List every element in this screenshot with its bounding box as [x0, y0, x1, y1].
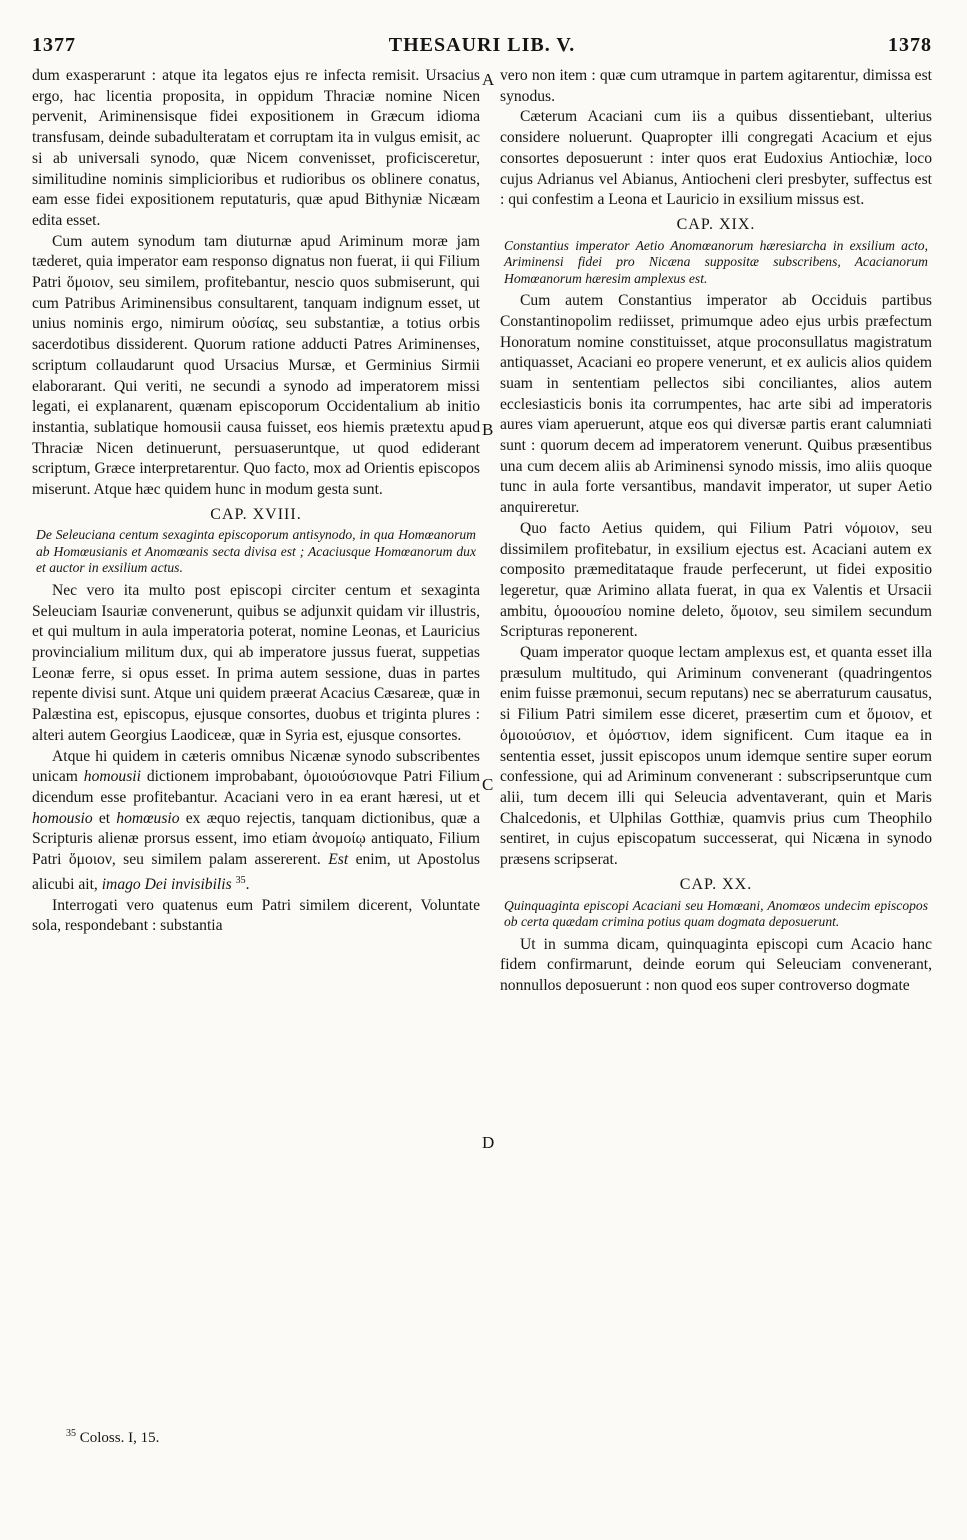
page-number-left: 1377 [32, 34, 76, 56]
page-header [32, 34, 932, 64]
paragraph: vero non item : quæ cum utramque in partem agitarentur, dimissa est synodus. [500, 67, 932, 105]
chapter-summary-19: Constantius imperator Aetio Anomœanorum hæresiarcha in exsilium acto, Ariminensi fidei pro Nicæna suppositæ subscribens, Acacianorum Homœanorum hæresim amplexus est. [504, 237, 928, 286]
margin-letter-c: C [482, 775, 494, 794]
paragraph: Atque hi quidem in cæteris omnibus Nicænæ synodo subscribentes unicam homousii dictionem improbabant, ὁμοιούσιονque Patri Filium dicendum esse profitebantur. Acaciani vero in ea erant hæresi, ut et homousio et homœusio ex æquo rejectis, tanquam dictionibus, quæ a Scripturis alienæ prorsus essent, imo etiam ἀνομοίῳ antiquato, Filium Patri ὅμοιον, seu similem palam assererent. Est enim, ut Apostolus alicubi ait, imago Dei invisibilis $^{35}$. [32, 747, 481, 893]
footnote [66, 1428, 159, 1447]
margin-letter-a: A [482, 70, 495, 89]
chapter-heading-20: CAP. XX. [679, 875, 753, 893]
footnote-marker: 35 [235, 874, 246, 886]
paragraph: Cum autem Constantius imperator ab Occiduis partibus Constantinopolim rediisset, primumque adeo ejus urbis præfectum Honoratum nomine constituisset, atque proconsullatus magistratum antiquasset, Acaciani eo propere venerunt, et ex aulicis alios quidem suam in sententiam pellectos sibi conciliantes, alios autem ecclesiasticis bonis ita corrumpentes, hac arte sibi ad imperatoris aures viam aperuerunt, atque eos qui diversæ partis erant calumniati sunt : quorum decem ad imperatorem venerunt. Quibus præsentibus una cum decem aliis ab Ariminensi synodo missis, imo aliis quoque tunc in aula forte versantibus, mandavit imperator, ut super Aetio anquireretur. [500, 292, 932, 517]
running-title: THESAURI LIB. V. [388, 34, 576, 56]
margin-letter-b: B [482, 420, 494, 439]
paragraph: Ut in summa dicam, quinquaginta episcopi cum Acacio hanc fidem confirmarunt, deinde eorum qui Seleuciam convenerant, nonnullos deposuerunt : non quod eos super controverso dogmate [500, 935, 932, 994]
chapter-heading-18: CAP. XVIII. [210, 505, 302, 523]
right-column [500, 66, 932, 997]
paragraph: Nec vero ita multo post episcopi circiter centum et sexaginta Seleuciam Isauriæ convenerunt, quibus se adjunxit quidam vir illustris, et qui multum in aula imperatoria poterat, nomine Leonas, et Lauricius provincialium militum dux, qui ab imperatore jussus fuerat, suppetias Leonæ ferre, si opus esset. In prima autem sessione, duas in partes repente divisi sunt. Atque uni quidem præerat Acacius Cæsareæ, quæ in Palæstina est, episcopus, ejusque consortes, duobus et triginta plures : alteri autem Georgius Laodiceæ, quæ in Syria est, ejusque consortes. [32, 581, 480, 744]
paragraph: Interrogati vero quatenus eum Patri similem dicerent, Voluntate sola, respondebant : substantia [32, 896, 480, 935]
paragraph: dum exasperarunt : atque ita legatos ejus re infecta remisit. Ursacius ergo, hac licentia proposita, in oppidum Thraciæ nomine Nicen pervenit, Ariminensisque fidei expositionem in Græcum idioma transfusam, deinde subadulteratam et corruptam ita in vulgus emisit, ac si ab universali synodo, quæ Nicem convenisset, proficisceretur, similitudine nominis simplicioribus et rudioribus os oblinere conatus, eam esse fidei expositionem reputaturis, quæ apud Bithyniæ Nicæam edita esset. [32, 67, 480, 229]
paragraph: Cæterum Acaciani cum iis a quibus dissentiebant, ulterius considere noluerunt. Quapropter illi congregati Acacium et ejus consortes deposuerunt : inter quos erat Eudoxius Antiochiæ, loco cujus Adrianus vel Abianus, Antiocheni cleri presbyter, suffectus est : qui confestim a Leona et Lauricio in exsilium missus est. [500, 108, 932, 209]
chapter-summary-20: Quinquaginta episcopi Acaciani seu Homœani, Anomœos undecim episcopos ob certa quædam crimina potius quam dogmata deposuerunt. [504, 897, 928, 930]
page-number-right: 1378 [888, 34, 932, 56]
footnote-text: Coloss. I, 15. [79, 1430, 160, 1446]
paragraph: Cum autem synodum tam diuturnæ apud Ariminum moræ jam tæderet, quia imperator eam responso dignatus non fuerat, ii qui Filium Patri ὅμοιον, seu similem, profitebantur, nescio quos submiserunt, qui cum Patribus Ariminensibus consultarent, tanquam indignum esset, ut unius nominis ergo, nimirum οὐσίας, seu substantiæ, a totius orbis sacerdotibus dissiderent. Quorum ratione adducti Patres Ariminenses, scriptum collaudarunt quod Ursacius Mursæ, et Germinius Sirmii elaborarant. Qui veriti, ne secundi a synodo ad imperatorem missi legati, ei explanarent, quænam episcoporum Occidentalium ab initio instantia, sublatique homousii causa fuisset, eos hiemis prætextu apud Thraciæ Nicen detinuerunt, persuaseruntque, ut quod ediderant scriptum, Græce interpretarentur. Quo facto, mox ad Orientis episcopos miserunt. Atque hæc quidem hunc in modum gesta sunt. [32, 232, 480, 499]
footnote-number: 35 [66, 1428, 76, 1439]
chapter-heading-19: CAP. XIX. [676, 215, 756, 233]
chapter-summary-18: De Seleuciana centum sexaginta episcoporum antisynodo, in qua Homœanorum ab Homœusianis et Anomœanis secta divisa est ; Acaciusque Homœanorum dux et auctor in exsilium actus. [36, 527, 476, 576]
paragraph: Quam imperator quoque lectam amplexus est, et quanta esset illa præsulum multitudo, qui Ariminum convenerant (quadringentos enim fuisse præmonui, secum reputans) nec se aberraturum causatus, si Filium Patri similem esse diceret, præsertim cum et ὅμοιον, et ὁμοιούσιον, et ὁμόστιον, idem significent. Cum itaque ea in sententia esset, jussit episcopos unum idemque sentire super eorum confessione, qui ad Ariminum convenerant : subscripseruntque cum alii, tum decem illi qui Seleucia adventaverant, quin et Maris Chalcedonis, et Ulphilas Gotthiæ, quamvis prius cum Theophilo sentiret, in cujus episcopatum successerat, qui Nicæna in synodo præsens scripserat. [500, 644, 932, 869]
left-column [32, 66, 480, 937]
paragraph: Quo facto Aetius quidem, qui Filium Patri νόμοιον, seu dissimilem profitebatur, in exsilium ejectus est. Acaciani autem ex composito præmeditataque fraude perfecerunt, ut fidei expositio legeretur, quæ Arimino allata fuerat, in qua ex Valentis et Ursacii ambitu, ὁμοουσίου nomine deleto, ὅμοιον, seu similem secundum Scripturas reponerent. [500, 519, 932, 641]
margin-letter-d: D [482, 1133, 495, 1152]
